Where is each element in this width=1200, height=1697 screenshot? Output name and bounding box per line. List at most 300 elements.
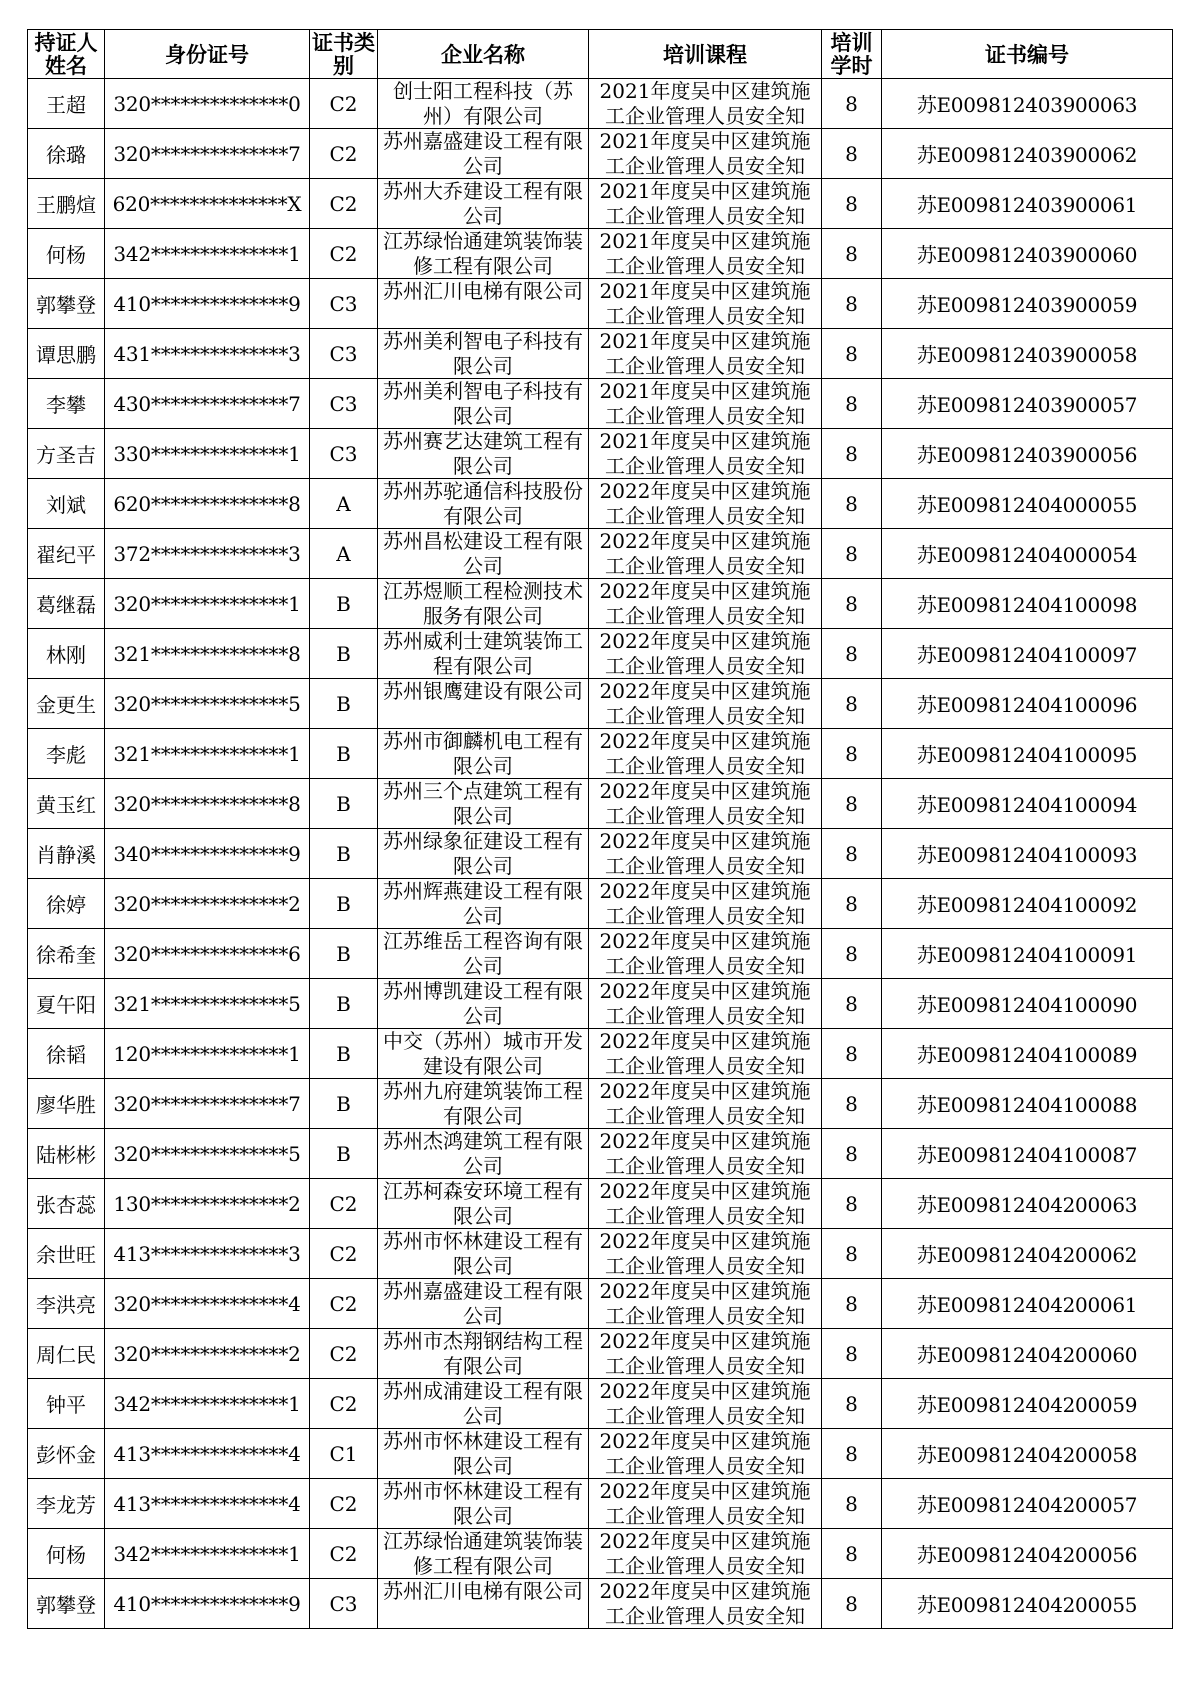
id-number-cell: 130**************2 — [105, 1179, 310, 1229]
company-cell-text: 苏州苏驼通信科技股份有限公司 — [383, 479, 583, 528]
course-cell-text: 2021年度吴中区建筑施工企业管理人员安全知 — [599, 329, 811, 378]
course-cell — [589, 879, 822, 929]
company-cell — [378, 829, 589, 879]
cert-type-cell: C2 — [310, 129, 378, 179]
course-cell-text: 2022年度吴中区建筑施工企业管理人员安全知 — [599, 1279, 811, 1328]
id-number-cell: 320**************5 — [105, 679, 310, 729]
column-header-id-number: 身份证号 — [105, 30, 310, 79]
id-number-cell: 372**************3 — [105, 529, 310, 579]
course-cell-text: 2022年度吴中区建筑施工企业管理人员安全知 — [599, 1479, 811, 1528]
hours-cell: 8 — [822, 879, 882, 929]
table-row — [28, 979, 1173, 1029]
company-cell-text: 江苏柯森安环境工程有限公司 — [383, 1179, 583, 1228]
id-number-cell: 342**************1 — [105, 1379, 310, 1429]
company-cell — [378, 129, 589, 179]
course-cell — [589, 629, 822, 679]
hours-cell: 8 — [822, 79, 882, 129]
id-number-cell: 320**************4 — [105, 1279, 310, 1329]
course-cell-text: 2022年度吴中区建筑施工企业管理人员安全知 — [599, 979, 811, 1028]
hours-cell: 8 — [822, 129, 882, 179]
cert-type-cell: A — [310, 529, 378, 579]
company-cell-text: 江苏维岳工程咨询有限公司 — [383, 929, 583, 978]
cert-type-cell: C3 — [310, 1579, 378, 1629]
company-cell-text: 苏州汇川电梯有限公司 — [383, 1579, 583, 1603]
id-number-cell: 321**************1 — [105, 729, 310, 779]
id-number-cell: 320**************7 — [105, 129, 310, 179]
course-cell-text: 2022年度吴中区建筑施工企业管理人员安全知 — [599, 1429, 811, 1478]
cert-number-cell: 苏E009812404200063 — [882, 1179, 1173, 1229]
table-body — [28, 79, 1173, 1629]
cert-type-cell: C1 — [310, 1429, 378, 1479]
course-cell — [589, 1529, 822, 1579]
cert-type-cell: C2 — [310, 229, 378, 279]
hours-cell: 8 — [822, 529, 882, 579]
company-cell-text: 苏州威利士建筑装饰工程有限公司 — [383, 629, 583, 678]
table-row — [28, 279, 1173, 329]
course-cell — [589, 1229, 822, 1279]
id-number-cell: 320**************2 — [105, 879, 310, 929]
cert-number-cell: 苏E009812404200059 — [882, 1379, 1173, 1429]
table-row — [28, 1279, 1173, 1329]
cert-type-cell: C2 — [310, 1329, 378, 1379]
column-header-course: 培训课程 — [589, 30, 822, 79]
table-row — [28, 1429, 1173, 1479]
id-number-cell: 120**************1 — [105, 1029, 310, 1079]
course-cell-text: 2022年度吴中区建筑施工企业管理人员安全知 — [599, 879, 811, 928]
course-cell — [589, 79, 822, 129]
id-number-cell: 320**************5 — [105, 1129, 310, 1179]
course-cell — [589, 779, 822, 829]
company-cell-text: 苏州市怀林建设工程有限公司 — [383, 1479, 583, 1528]
cert-number-cell: 苏E009812404200055 — [882, 1579, 1173, 1629]
course-cell — [589, 929, 822, 979]
id-number-cell: 410**************9 — [105, 279, 310, 329]
course-cell-text: 2022年度吴中区建筑施工企业管理人员安全知 — [599, 1529, 811, 1578]
holder-name-cell: 金更生 — [28, 679, 105, 729]
course-cell-text: 2022年度吴中区建筑施工企业管理人员安全知 — [599, 479, 811, 528]
company-cell — [378, 1579, 589, 1629]
company-cell-text: 苏州嘉盛建设工程有限公司 — [383, 129, 583, 178]
company-cell-text: 苏州杰鸿建筑工程有限公司 — [383, 1129, 583, 1178]
id-number-cell: 410**************9 — [105, 1579, 310, 1629]
company-cell — [378, 729, 589, 779]
course-cell — [589, 979, 822, 1029]
table-row — [28, 1379, 1173, 1429]
cert-type-cell: C3 — [310, 429, 378, 479]
cert-type-cell: C2 — [310, 1179, 378, 1229]
cert-number-cell: 苏E009812404100090 — [882, 979, 1173, 1029]
company-cell — [378, 579, 589, 629]
holder-name-cell: 王鹏煊 — [28, 179, 105, 229]
cert-number-cell: 苏E009812403900061 — [882, 179, 1173, 229]
cert-number-cell: 苏E009812404100088 — [882, 1079, 1173, 1129]
company-cell-text: 苏州市御麟机电工程有限公司 — [383, 729, 583, 778]
company-cell — [378, 879, 589, 929]
company-cell-text: 江苏绿怡通建筑装饰装修工程有限公司 — [383, 1529, 583, 1578]
holder-name-cell: 陆彬彬 — [28, 1129, 105, 1179]
holder-name-cell: 徐璐 — [28, 129, 105, 179]
company-cell — [378, 1379, 589, 1429]
holder-name-cell: 钟平 — [28, 1379, 105, 1429]
holder-name-cell: 郭攀登 — [28, 279, 105, 329]
cert-number-cell: 苏E009812404100089 — [882, 1029, 1173, 1079]
company-cell — [378, 479, 589, 529]
cert-type-cell: B — [310, 1129, 378, 1179]
holder-name-cell: 周仁民 — [28, 1329, 105, 1379]
course-cell — [589, 379, 822, 429]
company-cell-text: 苏州银鹰建设有限公司 — [383, 679, 583, 703]
holder-name-cell: 王超 — [28, 79, 105, 129]
company-cell — [378, 929, 589, 979]
cert-number-cell: 苏E009812403900057 — [882, 379, 1173, 429]
table-row — [28, 1179, 1173, 1229]
id-number-cell: 413**************4 — [105, 1429, 310, 1479]
column-header-hours: 培训学时 — [822, 30, 882, 79]
company-cell — [378, 279, 589, 329]
company-cell-text: 苏州赛艺达建筑工程有限公司 — [383, 429, 583, 478]
id-number-cell: 330**************1 — [105, 429, 310, 479]
course-cell — [589, 679, 822, 729]
holder-name-cell: 谭思鹏 — [28, 329, 105, 379]
header-row — [28, 30, 1173, 79]
cert-number-cell: 苏E009812404200060 — [882, 1329, 1173, 1379]
cert-type-cell: C2 — [310, 1479, 378, 1529]
id-number-cell: 320**************2 — [105, 1329, 310, 1379]
cert-number-cell: 苏E009812404200062 — [882, 1229, 1173, 1279]
course-cell — [589, 1179, 822, 1229]
table-row — [28, 1579, 1173, 1629]
holder-name-cell: 李洪亮 — [28, 1279, 105, 1329]
hours-cell: 8 — [822, 729, 882, 779]
cert-number-cell: 苏E009812404200058 — [882, 1429, 1173, 1479]
certificate-table — [27, 29, 1173, 1629]
cert-type-cell: B — [310, 979, 378, 1029]
company-cell — [378, 779, 589, 829]
holder-name-cell: 翟纪平 — [28, 529, 105, 579]
id-number-cell: 320**************7 — [105, 1079, 310, 1129]
holder-name-cell: 葛继磊 — [28, 579, 105, 629]
cert-number-cell: 苏E009812404100092 — [882, 879, 1173, 929]
id-number-cell: 430**************7 — [105, 379, 310, 429]
cert-number-cell: 苏E009812404100096 — [882, 679, 1173, 729]
company-cell — [378, 1329, 589, 1379]
company-cell — [378, 629, 589, 679]
cert-number-cell: 苏E009812404100091 — [882, 929, 1173, 979]
cert-type-cell: C3 — [310, 329, 378, 379]
hours-cell: 8 — [822, 1179, 882, 1229]
course-cell — [589, 179, 822, 229]
table-row — [28, 1229, 1173, 1279]
hours-cell: 8 — [822, 229, 882, 279]
company-cell-text: 苏州博凯建设工程有限公司 — [383, 979, 583, 1028]
company-cell — [378, 429, 589, 479]
course-cell-text: 2021年度吴中区建筑施工企业管理人员安全知 — [599, 229, 811, 278]
cert-type-cell: B — [310, 1029, 378, 1079]
holder-name-cell: 夏午阳 — [28, 979, 105, 1029]
hours-cell: 8 — [822, 329, 882, 379]
company-cell-text: 苏州九府建筑装饰工程有限公司 — [383, 1079, 583, 1128]
cert-type-cell: B — [310, 929, 378, 979]
cert-type-cell: C3 — [310, 379, 378, 429]
company-cell-text: 苏州绿象征建设工程有限公司 — [383, 829, 583, 878]
hours-cell: 8 — [822, 629, 882, 679]
company-cell-text: 创士阳工程科技（苏州）有限公司 — [393, 79, 573, 128]
table-row — [28, 1079, 1173, 1129]
cert-number-cell: 苏E009812404200056 — [882, 1529, 1173, 1579]
hours-cell: 8 — [822, 779, 882, 829]
cert-type-cell: B — [310, 829, 378, 879]
column-header-holder-name: 持证人姓名 — [28, 30, 105, 79]
course-cell — [589, 1129, 822, 1179]
course-cell-text: 2021年度吴中区建筑施工企业管理人员安全知 — [599, 429, 811, 478]
holder-name-cell: 肖静溪 — [28, 829, 105, 879]
course-cell — [589, 429, 822, 479]
course-cell-text: 2022年度吴中区建筑施工企业管理人员安全知 — [599, 779, 811, 828]
table-row — [28, 1479, 1173, 1529]
id-number-cell: 431**************3 — [105, 329, 310, 379]
table-row — [28, 179, 1173, 229]
course-cell-text: 2022年度吴中区建筑施工企业管理人员安全知 — [599, 1379, 811, 1428]
hours-cell: 8 — [822, 1529, 882, 1579]
course-cell — [589, 1029, 822, 1079]
holder-name-cell: 彭怀金 — [28, 1429, 105, 1479]
course-cell-text: 2022年度吴中区建筑施工企业管理人员安全知 — [599, 679, 811, 728]
hours-cell: 8 — [822, 279, 882, 329]
course-cell — [589, 1579, 822, 1629]
hours-cell: 8 — [822, 379, 882, 429]
course-cell — [589, 1079, 822, 1129]
cert-number-cell: 苏E009812404100097 — [882, 629, 1173, 679]
cert-type-cell: B — [310, 1079, 378, 1129]
course-cell — [589, 1429, 822, 1479]
id-number-cell: 321**************8 — [105, 629, 310, 679]
table-row — [28, 579, 1173, 629]
holder-name-cell: 徐婷 — [28, 879, 105, 929]
hours-cell: 8 — [822, 1279, 882, 1329]
table-row — [28, 229, 1173, 279]
table-row — [28, 879, 1173, 929]
course-cell — [589, 329, 822, 379]
company-cell — [378, 679, 589, 729]
cert-type-cell: B — [310, 729, 378, 779]
id-number-cell: 340**************9 — [105, 829, 310, 879]
cert-number-cell: 苏E009812403900062 — [882, 129, 1173, 179]
cert-type-cell: C2 — [310, 1279, 378, 1329]
id-number-cell: 320**************8 — [105, 779, 310, 829]
holder-name-cell: 黄玉红 — [28, 779, 105, 829]
hours-cell: 8 — [822, 929, 882, 979]
company-cell-text: 苏州嘉盛建设工程有限公司 — [383, 1279, 583, 1328]
company-cell — [378, 1029, 589, 1079]
company-cell — [378, 1429, 589, 1479]
course-cell-text: 2022年度吴中区建筑施工企业管理人员安全知 — [599, 1029, 811, 1078]
company-cell — [378, 179, 589, 229]
holder-name-cell: 廖华胜 — [28, 1079, 105, 1129]
table-row — [28, 929, 1173, 979]
holder-name-cell: 李彪 — [28, 729, 105, 779]
table-row — [28, 529, 1173, 579]
course-cell-text: 2021年度吴中区建筑施工企业管理人员安全知 — [599, 179, 811, 228]
company-cell-text: 苏州美利智电子科技有限公司 — [383, 329, 583, 378]
company-cell — [378, 1129, 589, 1179]
table-row — [28, 429, 1173, 479]
company-cell — [378, 379, 589, 429]
cert-number-cell: 苏E009812404200057 — [882, 1479, 1173, 1529]
id-number-cell: 320**************0 — [105, 79, 310, 129]
course-cell-text: 2022年度吴中区建筑施工企业管理人员安全知 — [599, 529, 811, 578]
holder-name-cell: 刘斌 — [28, 479, 105, 529]
hours-cell: 8 — [822, 1579, 882, 1629]
table-row — [28, 1129, 1173, 1179]
hours-cell: 8 — [822, 1379, 882, 1429]
hours-cell: 8 — [822, 1429, 882, 1479]
cert-number-cell: 苏E009812404000055 — [882, 479, 1173, 529]
cert-number-cell: 苏E009812403900060 — [882, 229, 1173, 279]
table-row — [28, 829, 1173, 879]
hours-cell: 8 — [822, 579, 882, 629]
holder-name-cell: 郭攀登 — [28, 1579, 105, 1629]
company-cell-text: 苏州辉燕建设工程有限公司 — [383, 879, 583, 928]
cert-number-cell: 苏E009812403900063 — [882, 79, 1173, 129]
cert-number-cell: 苏E009812404100094 — [882, 779, 1173, 829]
cert-type-cell: C2 — [310, 1229, 378, 1279]
table-row — [28, 1329, 1173, 1379]
table-row — [28, 629, 1173, 679]
company-cell-text: 苏州市怀林建设工程有限公司 — [383, 1229, 583, 1278]
hours-cell: 8 — [822, 829, 882, 879]
company-cell — [378, 1079, 589, 1129]
id-number-cell: 342**************1 — [105, 229, 310, 279]
cert-number-cell: 苏E009812404100093 — [882, 829, 1173, 879]
holder-name-cell: 余世旺 — [28, 1229, 105, 1279]
course-cell-text: 2022年度吴中区建筑施工企业管理人员安全知 — [599, 1229, 811, 1278]
table-row — [28, 329, 1173, 379]
company-cell — [378, 79, 589, 129]
id-number-cell: 620**************8 — [105, 479, 310, 529]
course-cell-text: 2022年度吴中区建筑施工企业管理人员安全知 — [599, 629, 811, 678]
cert-type-cell: C2 — [310, 1529, 378, 1579]
course-cell — [589, 579, 822, 629]
course-cell — [589, 1329, 822, 1379]
course-cell-text: 2021年度吴中区建筑施工企业管理人员安全知 — [599, 279, 811, 328]
course-cell-text: 2022年度吴中区建筑施工企业管理人员安全知 — [599, 1129, 811, 1178]
company-cell-text: 苏州成浦建设工程有限公司 — [383, 1379, 583, 1428]
holder-name-cell: 方圣吉 — [28, 429, 105, 479]
company-cell — [378, 229, 589, 279]
hours-cell: 8 — [822, 1029, 882, 1079]
course-cell-text: 2022年度吴中区建筑施工企业管理人员安全知 — [599, 829, 811, 878]
hours-cell: 8 — [822, 479, 882, 529]
course-cell — [589, 1279, 822, 1329]
course-cell-text: 2022年度吴中区建筑施工企业管理人员安全知 — [599, 1579, 811, 1628]
company-cell-text: 苏州市杰翔钢结构工程有限公司 — [383, 1329, 583, 1378]
table-row — [28, 129, 1173, 179]
id-number-cell: 320**************6 — [105, 929, 310, 979]
holder-name-cell: 李攀 — [28, 379, 105, 429]
cert-type-cell: B — [310, 879, 378, 929]
column-header-company: 企业名称 — [378, 30, 589, 79]
hours-cell: 8 — [822, 1329, 882, 1379]
company-cell-text: 中交（苏州）城市开发建设有限公司 — [383, 1029, 583, 1078]
company-cell — [378, 329, 589, 379]
course-cell — [589, 279, 822, 329]
course-cell — [589, 1379, 822, 1429]
table-row — [28, 1529, 1173, 1579]
course-cell-text: 2022年度吴中区建筑施工企业管理人员安全知 — [599, 729, 811, 778]
course-cell-text: 2022年度吴中区建筑施工企业管理人员安全知 — [599, 579, 811, 628]
company-cell-text: 江苏煜顺工程检测技术服务有限公司 — [383, 579, 583, 628]
course-cell — [589, 729, 822, 779]
hours-cell: 8 — [822, 179, 882, 229]
cert-type-cell: C2 — [310, 79, 378, 129]
column-header-cert-type: 证书类别 — [310, 30, 378, 79]
table-row — [28, 79, 1173, 129]
id-number-cell: 413**************3 — [105, 1229, 310, 1279]
table-row — [28, 1029, 1173, 1079]
company-cell-text: 江苏绿怡通建筑装饰装修工程有限公司 — [383, 229, 583, 278]
course-cell-text: 2021年度吴中区建筑施工企业管理人员安全知 — [599, 79, 811, 128]
cert-number-cell: 苏E009812404100095 — [882, 729, 1173, 779]
cert-type-cell: B — [310, 779, 378, 829]
table-row — [28, 479, 1173, 529]
table-row — [28, 679, 1173, 729]
cert-type-cell: B — [310, 629, 378, 679]
course-cell — [589, 829, 822, 879]
id-number-cell: 620**************X — [105, 179, 310, 229]
cert-type-cell: B — [310, 579, 378, 629]
cert-number-cell: 苏E009812403900059 — [882, 279, 1173, 329]
course-cell-text: 2022年度吴中区建筑施工企业管理人员安全知 — [599, 1079, 811, 1128]
holder-name-cell: 张杏蕊 — [28, 1179, 105, 1229]
cert-type-cell: C2 — [310, 1379, 378, 1429]
company-cell-text: 苏州汇川电梯有限公司 — [383, 279, 583, 303]
company-cell-text: 苏州三个点建筑工程有限公司 — [383, 779, 583, 828]
cert-number-cell: 苏E009812403900058 — [882, 329, 1173, 379]
cert-type-cell: A — [310, 479, 378, 529]
course-cell — [589, 529, 822, 579]
company-cell — [378, 1229, 589, 1279]
table-row — [28, 779, 1173, 829]
cert-number-cell: 苏E009812404100098 — [882, 579, 1173, 629]
cert-type-cell: C2 — [310, 179, 378, 229]
cert-type-cell: B — [310, 679, 378, 729]
company-cell-text: 苏州美利智电子科技有限公司 — [383, 379, 583, 428]
course-cell-text: 2022年度吴中区建筑施工企业管理人员安全知 — [599, 1329, 811, 1378]
cert-number-cell: 苏E009812404000054 — [882, 529, 1173, 579]
cert-number-cell: 苏E009812404100087 — [882, 1129, 1173, 1179]
table-row — [28, 379, 1173, 429]
course-cell — [589, 229, 822, 279]
company-cell — [378, 1279, 589, 1329]
course-cell-text: 2022年度吴中区建筑施工企业管理人员安全知 — [599, 1179, 811, 1228]
hours-cell: 8 — [822, 979, 882, 1029]
column-header-cert-number: 证书编号 — [882, 30, 1173, 79]
course-cell-text: 2022年度吴中区建筑施工企业管理人员安全知 — [599, 929, 811, 978]
company-cell-text: 苏州市怀林建设工程有限公司 — [383, 1429, 583, 1478]
course-cell-text: 2021年度吴中区建筑施工企业管理人员安全知 — [599, 379, 811, 428]
company-cell-text: 苏州昌松建设工程有限公司 — [383, 529, 583, 578]
cert-number-cell: 苏E009812403900056 — [882, 429, 1173, 479]
id-number-cell: 342**************1 — [105, 1529, 310, 1579]
hours-cell: 8 — [822, 1079, 882, 1129]
course-cell — [589, 1479, 822, 1529]
holder-name-cell: 徐韬 — [28, 1029, 105, 1079]
id-number-cell: 320**************1 — [105, 579, 310, 629]
company-cell-text: 苏州大乔建设工程有限公司 — [383, 179, 583, 228]
hours-cell: 8 — [822, 429, 882, 479]
id-number-cell: 413**************4 — [105, 1479, 310, 1529]
holder-name-cell: 徐希奎 — [28, 929, 105, 979]
